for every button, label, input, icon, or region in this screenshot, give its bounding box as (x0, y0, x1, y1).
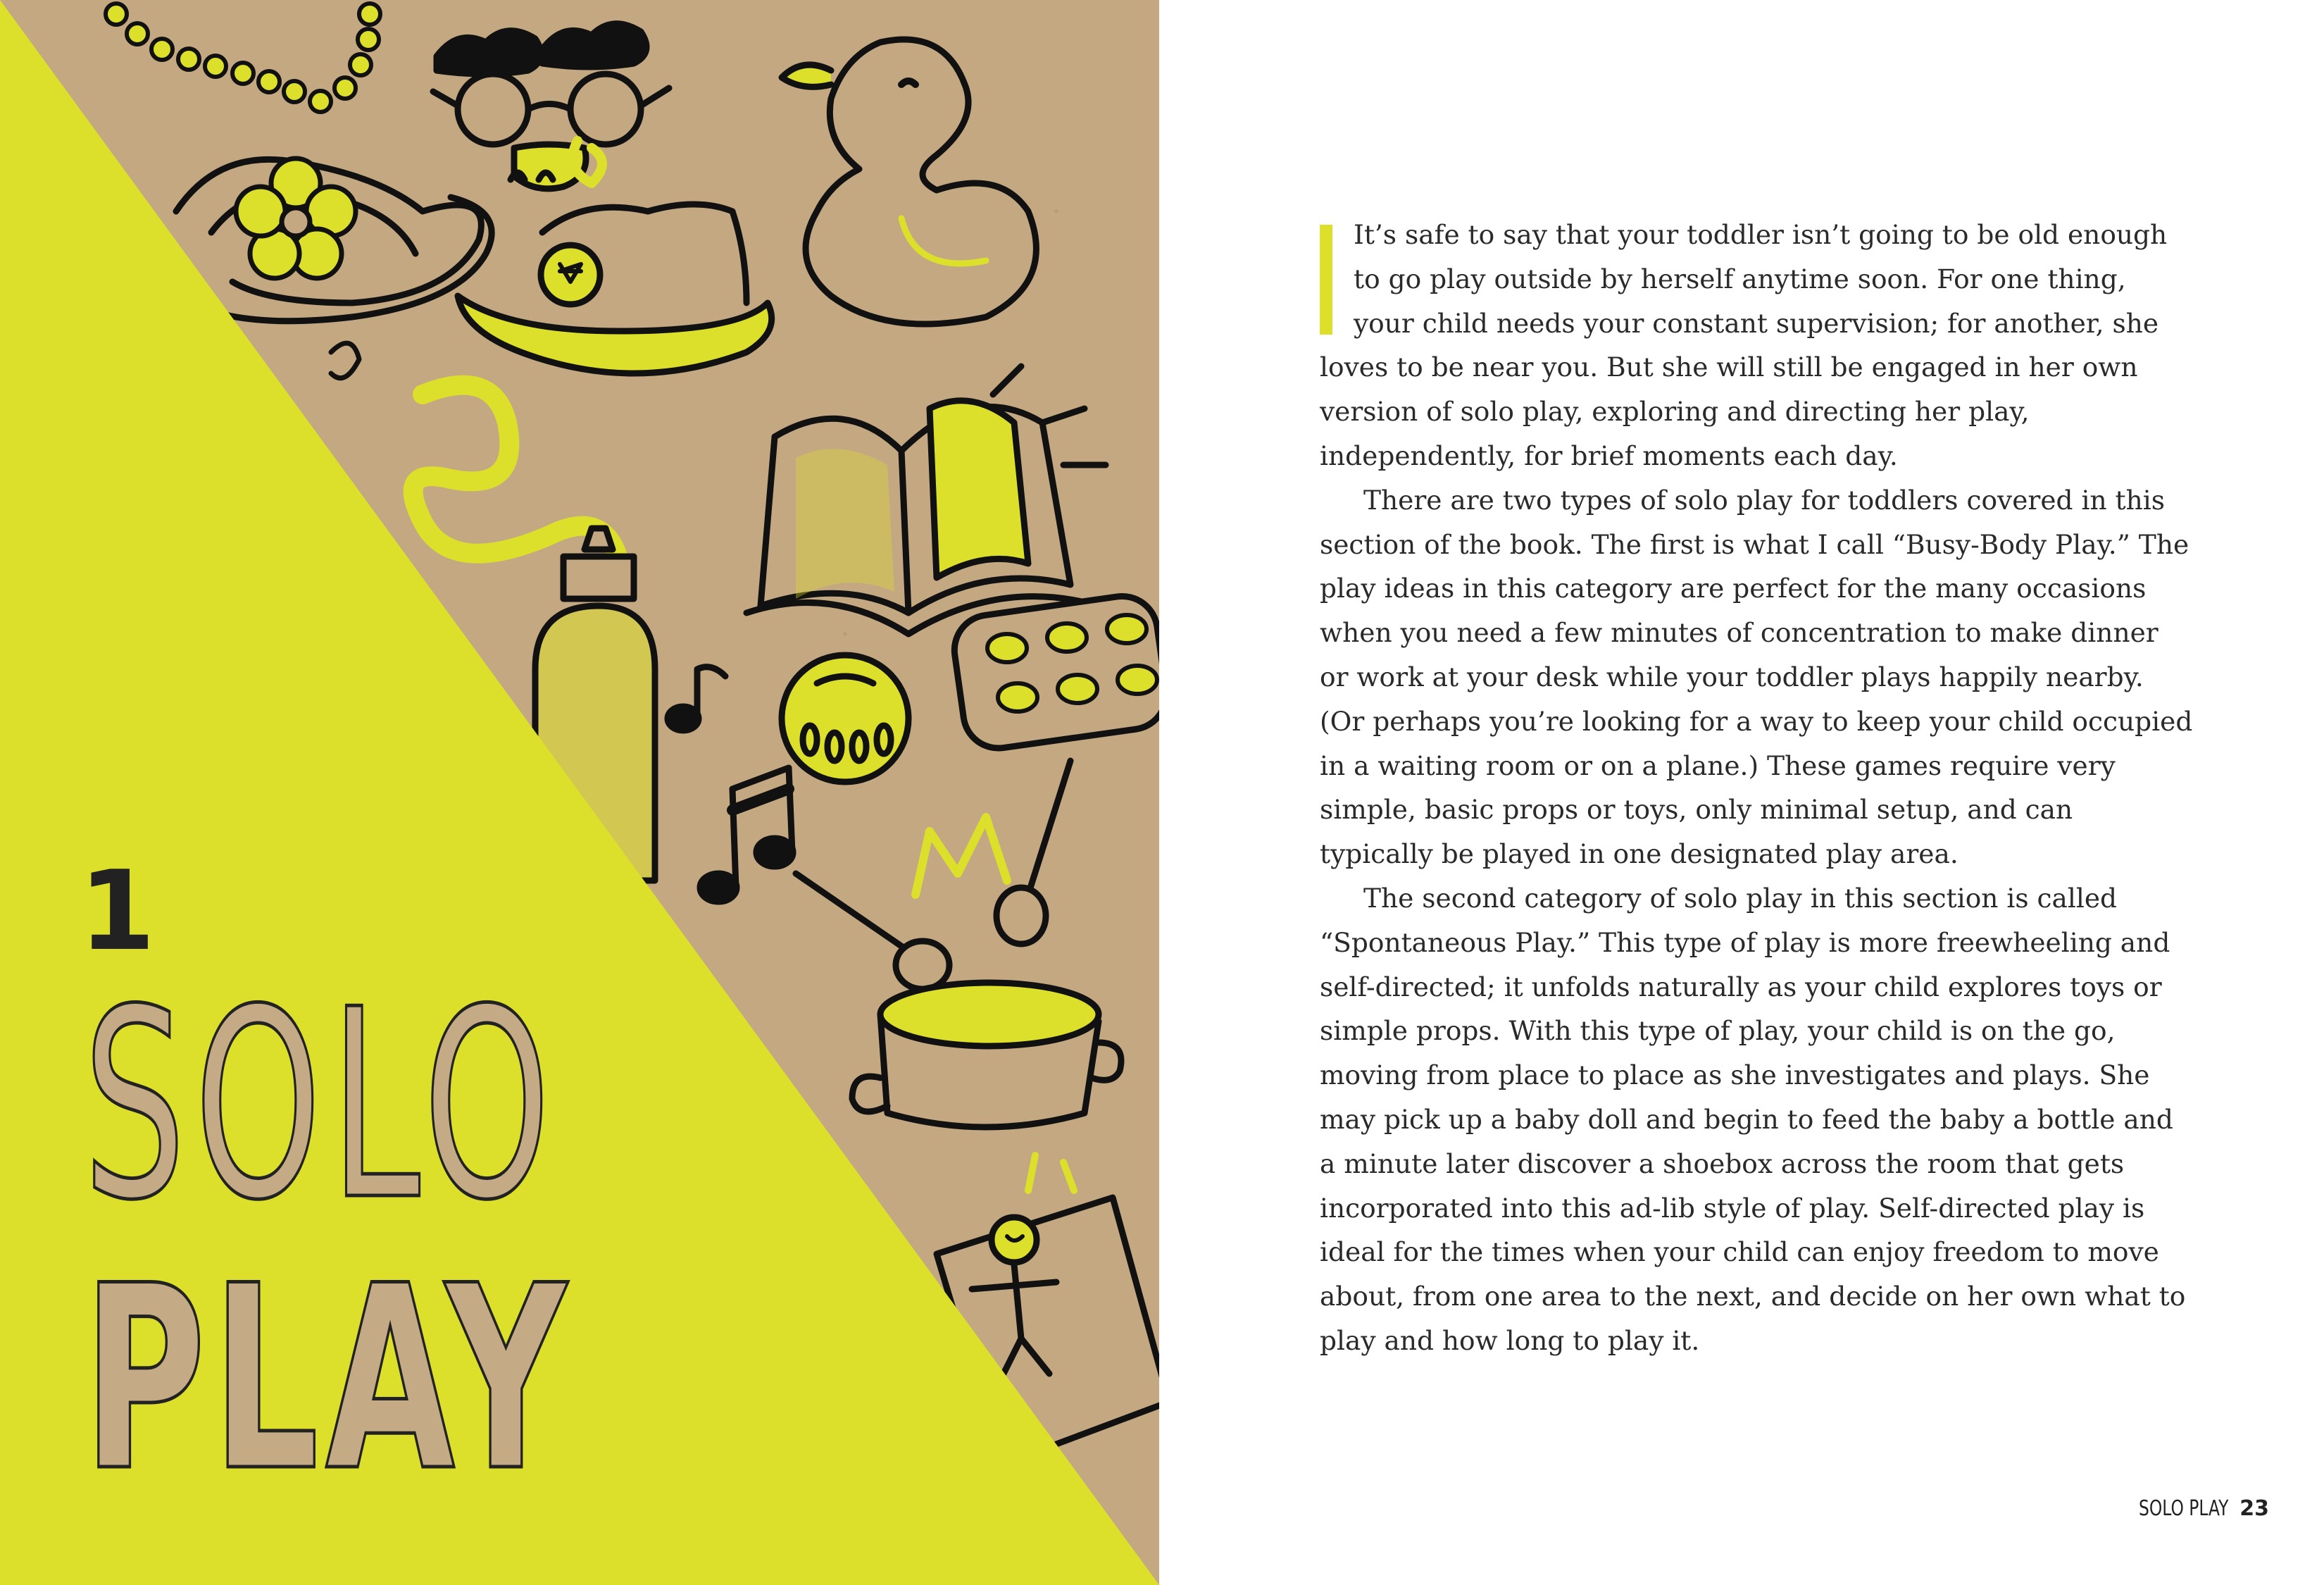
paragraph-busy-body: There are two types of solo play for toddlers covered in this section of the book. The first is what I call “Busy-Body Play.” The play ideas in this category are perfect for the many occasions when you need a few minutes of concentration to make dinner or work at your desk while your toddler plays happily nearby. (Or perhaps you’re looking for a way to keep your child occupied in a waiting room or on a plane.) These games require very simple, basic props or toys, only minimal setup, and can typically be played in one designated play area. (1320, 484, 2193, 870)
muffin-tin-icon (950, 592, 1159, 753)
page-number: 23 (2239, 1496, 2269, 1521)
rattle-ball-icon (782, 655, 908, 782)
text-page (1159, 0, 2324, 1585)
running-head: SOLO PLAY (2139, 1496, 2229, 1521)
paragraph-intro: It’s safe to say that your toddler isn’t going to be old enough to go play outside by herself anytime soon. For one thing, your child needs your constant supervision; for another, she loves to be near you. But she will still be engaged in her own version of solo play, exploring and directing her play, independently, for brief moments each day. (1320, 219, 2168, 471)
page-footer (2113, 1496, 2269, 1521)
body-text (1320, 213, 2193, 1363)
drop-cap-bar (1320, 225, 1332, 335)
chapter-opener-page (0, 0, 1159, 1585)
chapter-title-solo: SOLO (83, 955, 559, 1257)
chapter-title-play: PLAY (83, 1231, 573, 1527)
chapter-number: 1 (79, 847, 156, 975)
paragraph-spontaneous: The second category of solo play in this section is called “Spontaneous Play.” This type of play is more freewheeling and self-directed; it unfolds naturally as your child explores toys or simple props. With this type of play, your child is on the go, moving from place to place as she investigates and plays. She may pick up a baby doll and begin to feed the baby a bottle and a minute later discover a shoebox across the room that gets incorporated into this ad-lib style of play. Self-directed play is ideal for the times when your child can enjoy freedom to move about, from one area to the next, and decide on her own what to play and how long to play it. (1320, 882, 2186, 1356)
